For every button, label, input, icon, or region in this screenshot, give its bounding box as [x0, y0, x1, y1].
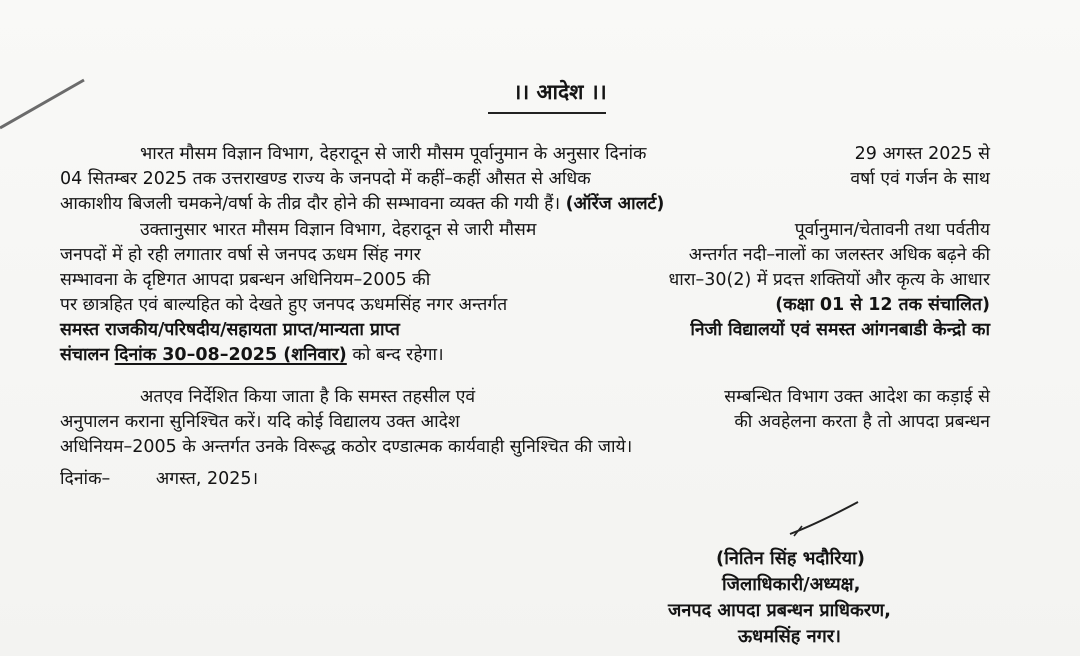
text-segment: धारा–30(2) में प्रदत्त शक्तियों और कृत्य के आधार — [668, 270, 990, 290]
para1-line3 — [60, 192, 664, 216]
signatory-place: ऊधमसिंह नगर। — [738, 626, 841, 647]
date-label: दिनांक– — [60, 469, 111, 489]
text-segment: समस्त राजकीय/परिषदीय/सहायता प्राप्त/मान्यता प्राप्त — [60, 320, 400, 340]
date-value: अगस्त, 2025। — [155, 469, 259, 489]
para2-line1 — [140, 218, 990, 242]
text-segment: सम्भावना के दृष्टिगत आपदा प्रबन्धन अधिनियम–2005 की — [60, 270, 431, 290]
text-segment: निजी विद्यालयों एवं समस्त आंगनबाडी केन्द्रो का — [690, 320, 990, 340]
text-segment: उक्तानुसार भारत मौसम विज्ञान विभाग, देहरादून से जारी मौसम — [140, 220, 537, 240]
para1-line1 — [140, 142, 990, 166]
text-segment: 04 सितम्बर 2025 तक उत्तराखण्ड राज्य के जनपदो में कहीं–कहीं औसत से अधिक — [60, 169, 591, 189]
para2-line4 — [60, 293, 990, 317]
orange-alert-label: (ऑरेंज आलर्ट) — [565, 194, 665, 214]
text-segment: पर छात्रहित एवं बाल्यहित को देखते हुए जनपद ऊधमसिंह नगर अन्तर्गत — [60, 295, 508, 315]
para2-line3 — [60, 268, 990, 292]
order-title: ।। आदेश ।। — [513, 80, 607, 104]
para3-line1 — [140, 385, 990, 409]
para1-line2 — [60, 167, 990, 191]
para3-line2 — [60, 410, 990, 434]
text-segment: वर्षा एवं गर्जन के साथ — [850, 169, 990, 189]
paper-fold-mark — [0, 0, 90, 140]
closure-date: दिनांक 30–08–2025 (शनिवार) — [114, 345, 347, 365]
text-segment: अधिनियम–2005 के अन्तर्गत उनके विरूद्ध कठोर दण्डात्मक कार्यवाही सुनिश्चित की जाये। — [60, 437, 633, 457]
para3-line3 — [60, 435, 632, 459]
text-segment: जनपदों में हो रही लगातार वर्षा से जनपद ऊधम सिंह नगर — [60, 245, 421, 265]
text-segment: अनुपालन कराना सुनिश्चित करें। यदि कोई विद्यालय उक्त आदेश — [60, 412, 460, 432]
date-line — [60, 467, 258, 491]
signatory-designation: जिलाधिकारी/अध्यक्ष, — [722, 574, 861, 595]
signatory-authority: जनपद आपदा प्रबन्धन प्राधिकरण, — [668, 600, 892, 621]
text-segment: अन्तर्गत नदी–नालों का जलस्तर अधिक बढ़ने की — [688, 245, 990, 265]
text-segment: आकाशीय बिजली चमकने/वर्षा के तीव्र दौर होने की सम्भावना व्यक्त की गयी हैं। — [60, 194, 561, 214]
title-underline — [488, 112, 606, 114]
text-segment: पूर्वानुमान/चेतावनी तथा पर्वतीय — [794, 220, 990, 240]
text-segment: अतएव निर्देशित किया जाता है कि समस्त तहसील एवं — [140, 387, 476, 407]
text-segment: की अवहेलना करता है तो आपदा प्रबन्धन — [734, 412, 990, 432]
para2-line2 — [60, 243, 990, 267]
para2-line6 — [60, 343, 444, 367]
text-segment: संचालन — [60, 345, 110, 365]
text-segment: सम्बन्धित विभाग उक्त आदेश का कड़ाई से — [724, 387, 990, 407]
text-segment: भारत मौसम विज्ञान विभाग, देहरादून से जारी मौसम पूर्वानुमान के अनुसार दिनांक — [140, 144, 647, 164]
signatory-name: (नितिन सिंह भदौरिया) — [716, 548, 865, 569]
text-segment: को बन्द रहेगा। — [352, 345, 444, 365]
text-segment: 29 अगस्त 2025 से — [854, 144, 990, 164]
para2-line5 — [60, 318, 990, 342]
class-range-label: (कक्षा 01 से 12 तक संचालित) — [775, 295, 990, 315]
signature-mark — [788, 498, 868, 548]
